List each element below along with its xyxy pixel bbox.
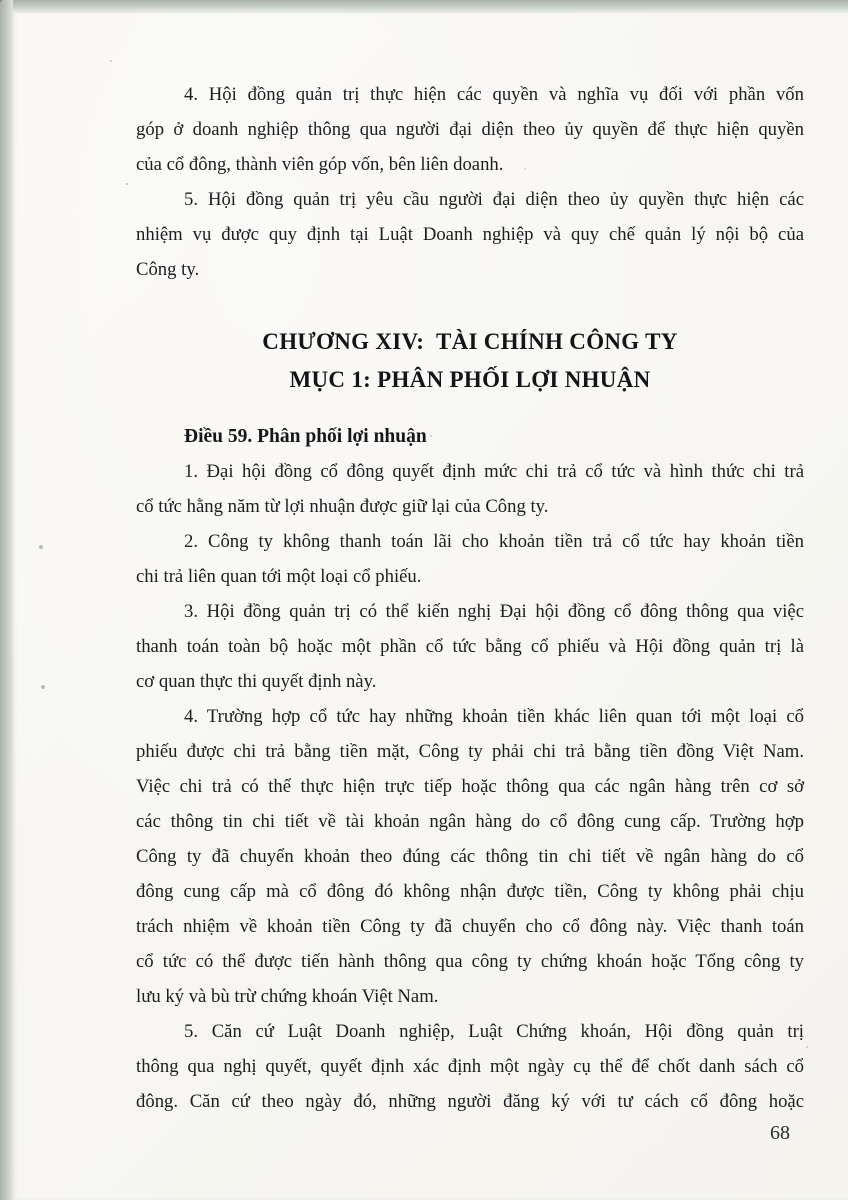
text-line: 4. Trường hợp cổ tức hay những khoản tiền khác liên quan tới một loại cổ	[184, 706, 804, 727]
paper-sheet	[12, 12, 848, 1200]
section-heading: MỤC 1: PHÂN PHỐI LỢI NHUẬN	[289, 367, 651, 392]
paragraph	[136, 182, 804, 287]
text-line: của cổ đông, thành viên góp vốn, bên liên doanh.	[136, 154, 504, 175]
article-paragraphs	[136, 454, 804, 1119]
paragraph	[136, 454, 804, 524]
text-line: 5. Căn cứ Luật Doanh nghiệp, Luật Chứng khoán, Hội đồng quản trị	[184, 1021, 804, 1042]
text-line: cổ tức có thể được tiến hành thông qua công ty chứng khoán hoặc Tổng công ty	[136, 951, 804, 972]
text-line: đông cung cấp mà cổ đông đó không nhận được tiền, Công ty không phải chịu	[136, 881, 804, 902]
text-line: cơ quan thực thi quyết định này.	[136, 671, 377, 692]
scan-edge-left	[0, 0, 13, 1200]
text-line: 5. Hội đồng quản trị yêu cầu người đại diện theo ủy quyền thực hiện các	[184, 189, 804, 210]
text-line: góp ở doanh nghiệp thông qua người đại diện theo ủy quyền để thực hiện quyền	[136, 119, 804, 140]
text-line: lưu ký và bù trừ chứng khoán Việt Nam.	[136, 986, 439, 1007]
text-line: trách nhiệm về khoản tiền Công ty đã chuyển cho cổ đông này. Việc thanh toán	[136, 916, 804, 937]
text-line: đông. Căn cứ theo ngày đó, những người đăng ký với tư cách cổ đông hoặc	[136, 1091, 804, 1112]
text-line: 4. Hội đồng quản trị thực hiện các quyền và nghĩa vụ đối với phần vốn	[184, 84, 804, 105]
text-line: 2. Công ty không thanh toán lãi cho khoản tiền trả cổ tức hay khoản tiền	[184, 531, 804, 552]
paragraph	[136, 594, 804, 699]
text-line: Công ty đã chuyển khoản theo đúng các thông tin chi tiết về ngân hàng do cổ	[136, 846, 804, 867]
document-content	[136, 77, 804, 1119]
intro-paragraphs	[136, 77, 804, 287]
paragraph	[136, 524, 804, 594]
text-line: thanh toán toàn bộ hoặc một phần cổ tức bằng cổ phiếu và Hội đồng quản trị là	[136, 636, 804, 657]
text-line: Công ty.	[136, 259, 200, 280]
text-line: phiếu được chi trả bằng tiền mặt, Công ty phải chi trả bằng tiền đồng Việt Nam.	[136, 741, 804, 762]
scan-specks	[0, 0, 2, 2]
chapter-heading: CHƯƠNG XIV: TÀI CHÍNH CÔNG TY	[262, 329, 678, 354]
text-line: 3. Hội đồng quản trị có thể kiến nghị Đại hội đồng cổ đông thông qua việc	[184, 601, 804, 622]
article-heading: Điều 59. Phân phối lợi nhuận	[184, 426, 427, 447]
text-line: các thông tin chi tiết về tài khoản ngân hàng do cổ đông cung cấp. Trường hợp	[136, 811, 804, 832]
page-number: 68	[770, 1122, 790, 1144]
text-line: chi trả liên quan tới một loại cổ phiếu.	[136, 566, 422, 587]
text-line: Việc chi trả có thể thực hiện trực tiếp hoặc thông qua các ngân hàng trên cơ sở	[136, 776, 804, 797]
text-line: thông qua nghị quyết, quyết định xác định một ngày cụ thể để chốt danh sách cổ	[136, 1056, 804, 1077]
text-line: cổ tức hằng năm từ lợi nhuận được giữ lại của Công ty.	[136, 496, 549, 517]
paragraph	[136, 699, 804, 1014]
paragraph	[136, 1014, 804, 1119]
scan-edge-top	[0, 0, 848, 13]
text-line: 1. Đại hội đồng cổ đông quyết định mức chi trả cổ tức và hình thức chi trả	[184, 461, 804, 482]
text-line: nhiệm vụ được quy định tại Luật Doanh nghiệp và quy chế quản lý nội bộ của	[136, 224, 804, 245]
paragraph	[136, 77, 804, 182]
